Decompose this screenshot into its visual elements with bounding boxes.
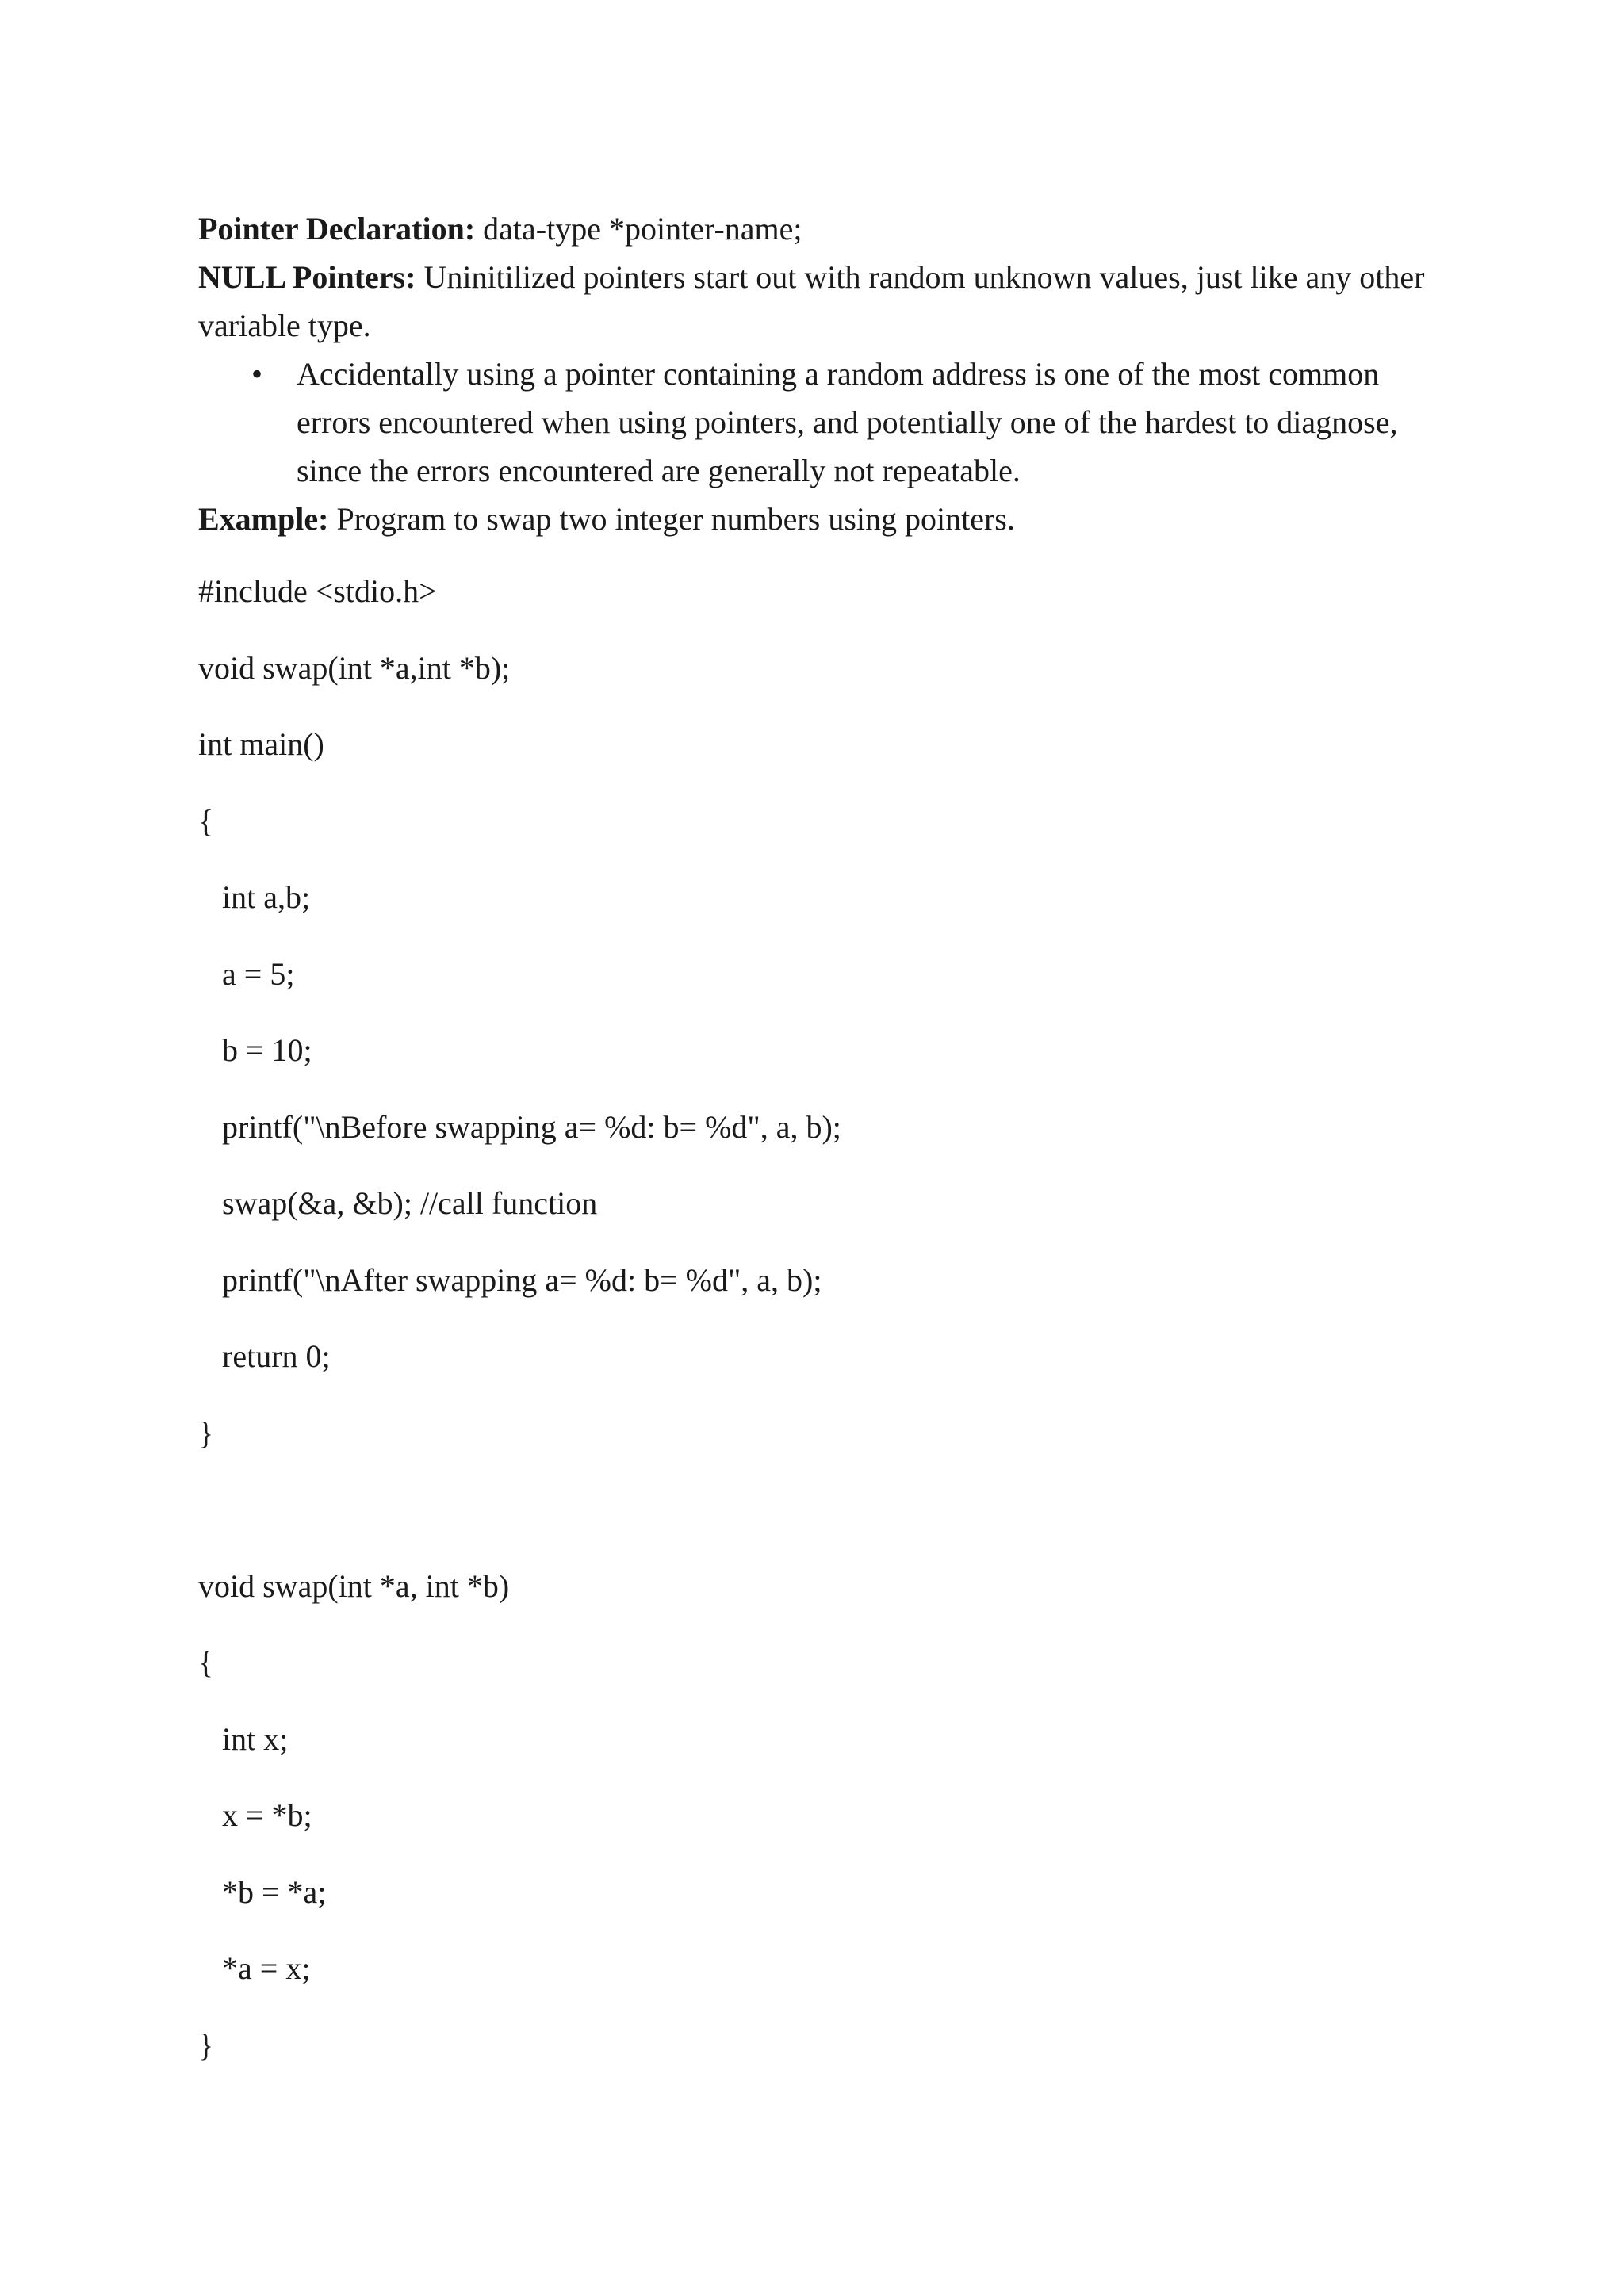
code-line: int a,b; [222,879,311,915]
pointer-declaration-line [198,205,1435,253]
code-line: void swap(int *a,int *b); [198,650,511,686]
null-pointers-label: NULL Pointers: [198,259,416,295]
code-line: } [198,1415,214,1451]
code-line: printf("\nBefore swapping a= %d: b= %d", a, b); [222,1109,841,1145]
code-line: *b = *a; [222,1874,327,1910]
bullet-item [198,350,1435,495]
example-label: Example: [198,501,329,537]
example-line [198,495,1435,543]
pointer-declaration-label: Pointer Declaration: [198,211,476,247]
bullet-dot-icon: • [251,356,263,392]
null-pointers-paragraph [198,253,1435,350]
code-line: printf("\nAfter swapping a= %d: b= %d", a, b); [222,1262,822,1298]
code-line: *a = x; [222,1950,311,1986]
null-pointers-text: Uninitilized pointers start out with random unknown values, just like any other variable type. [198,259,1425,343]
code-line: b = 10; [222,1032,312,1068]
example-text: Program to swap two integer numbers using pointers. [328,501,1015,537]
code-line: #include <stdio.h> [198,573,437,609]
code-line: return 0; [222,1338,331,1374]
code-line: { [198,803,214,839]
code-line: int x; [222,1721,289,1757]
code-line: int main() [198,726,324,762]
code-line: void swap(int *a, int *b) [198,1568,510,1604]
code-line: swap(&a, &b); //call function [222,1185,598,1221]
code-line: a = 5; [222,956,295,992]
pointer-declaration-text: data-type *pointer-name; [475,211,802,247]
code-line: } [198,2027,214,2063]
code-line: { [198,1644,214,1680]
code-line: x = *b; [222,1797,312,1833]
bullet-text: Accidentally using a pointer containing a random address is one of the most common errors encountered when using pointers, and potentially one of the hardest to diagnose, since the errors encountered are generally not repeatable. [297,356,1398,488]
intro-section [198,205,1435,543]
